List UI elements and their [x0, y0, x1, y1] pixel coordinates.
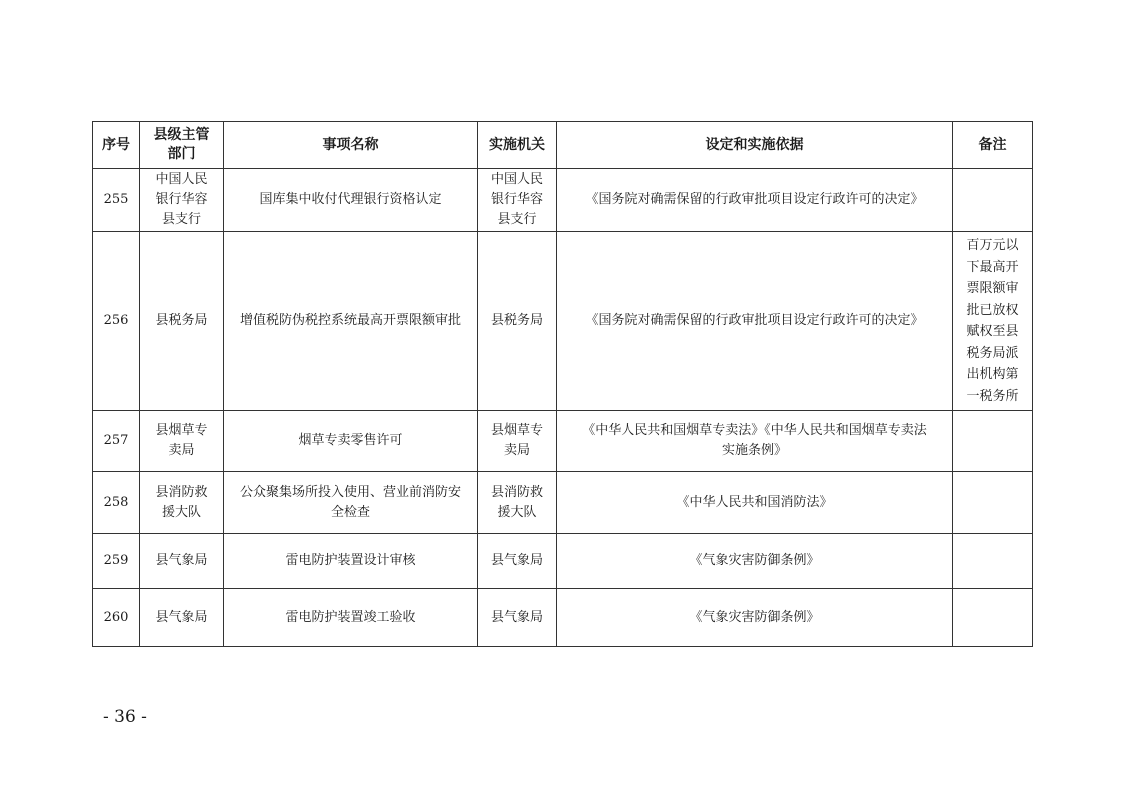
cell-no: 256 [93, 232, 140, 411]
cell-dept: 县消防救 援大队 [140, 472, 224, 534]
cell-basis: 《中华人民共和国消防法》 [557, 472, 953, 534]
cell-org: 县税务局 [478, 232, 557, 411]
cell-note [953, 472, 1033, 534]
cell-note [953, 534, 1033, 589]
cell-org: 县消防救 援大队 [478, 472, 557, 534]
cell-item: 国库集中收付代理银行资格认定 [224, 169, 478, 232]
cell-no: 258 [93, 472, 140, 534]
table-row [93, 534, 1033, 589]
header-no: 序号 [93, 122, 140, 169]
header-basis: 设定和实施依据 [557, 122, 953, 169]
cell-org: 县烟草专 卖局 [478, 411, 557, 472]
table-row [93, 232, 1033, 411]
table-header-row [93, 122, 1033, 169]
cell-dept: 县烟草专 卖局 [140, 411, 224, 472]
page-number: - 36 - [103, 707, 147, 727]
cell-note [953, 589, 1033, 647]
table-row [93, 169, 1033, 232]
cell-org: 县气象局 [478, 589, 557, 647]
cell-dept: 中国人民 银行华容 县支行 [140, 169, 224, 232]
cell-no: 260 [93, 589, 140, 647]
header-note: 备注 [953, 122, 1033, 169]
cell-basis: 《国务院对确需保留的行政审批项目设定行政许可的决定》 [557, 169, 953, 232]
cell-basis: 《气象灾害防御条例》 [557, 534, 953, 589]
header-dept: 县级主管 部门 [140, 122, 224, 169]
cell-note [953, 411, 1033, 472]
cell-basis: 《气象灾害防御条例》 [557, 589, 953, 647]
cell-item: 烟草专卖零售许可 [224, 411, 478, 472]
cell-dept: 县税务局 [140, 232, 224, 411]
cell-no: 259 [93, 534, 140, 589]
cell-org: 县气象局 [478, 534, 557, 589]
cell-basis: 《中华人民共和国烟草专卖法》《中华人民共和国烟草专卖法 实施条例》 [557, 411, 953, 472]
cell-item: 公众聚集场所投入使用、营业前消防安 全检查 [224, 472, 478, 534]
cell-item: 雷电防护装置设计审核 [224, 534, 478, 589]
table-row [93, 472, 1033, 534]
cell-org: 中国人民 银行华容 县支行 [478, 169, 557, 232]
table-row [93, 589, 1033, 647]
cell-no: 255 [93, 169, 140, 232]
cell-item: 雷电防护装置竣工验收 [224, 589, 478, 647]
table-row [93, 411, 1033, 472]
cell-item: 增值税防伪税控系统最高开票限额审批 [224, 232, 478, 411]
cell-dept: 县气象局 [140, 589, 224, 647]
cell-no: 257 [93, 411, 140, 472]
cell-basis: 《国务院对确需保留的行政审批项目设定行政许可的决定》 [557, 232, 953, 411]
approval-items-table [92, 121, 1033, 647]
cell-note: 百万元以 下最高开 票限额审 批已放权 赋权至县 税务局派 出机构第 一税务所 [953, 232, 1033, 411]
cell-note [953, 169, 1033, 232]
cell-dept: 县气象局 [140, 534, 224, 589]
header-org: 实施机关 [478, 122, 557, 169]
header-item: 事项名称 [224, 122, 478, 169]
